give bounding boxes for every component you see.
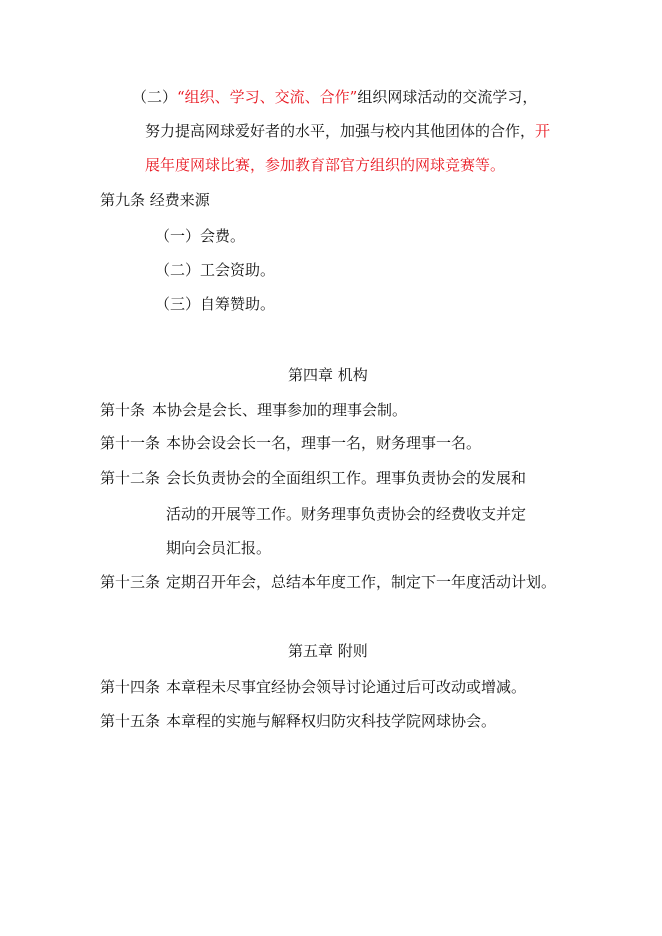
article-number: 第十条: [100, 401, 146, 419]
para-two-line-3: 展年度网球比赛，参加教育部官方组织的网球竞赛等。: [145, 156, 506, 174]
article-text: 本协会设会长一名，理事一名，财务理事一名。: [166, 434, 482, 452]
article-text: 本章程的实施与解释权归防灾科技学院网球协会。: [166, 712, 497, 730]
article-number: 第十二条: [100, 469, 161, 487]
article-number: 第十一条: [100, 434, 161, 452]
article-number: 第十四条: [100, 678, 161, 696]
para-two-line-1: [132, 87, 537, 107]
article-text: 定期召开年会，总结本年度工作，制定下一年度活动计划。: [166, 573, 557, 591]
para-two-line-2: [145, 121, 550, 141]
text: 组织网球活动的交流学习，: [357, 88, 538, 106]
article-text: 本章程未尽事宜经协会领导讨论通过后可改动或增减。: [166, 678, 527, 696]
item-number: （二）: [132, 88, 178, 106]
article-12: [100, 468, 526, 488]
article-9-item: （一）会费。: [155, 227, 246, 245]
article-14: [100, 677, 526, 697]
chapter-4-heading: 第四章 机构: [288, 366, 368, 384]
article-number: 第十五条: [100, 712, 161, 730]
article-12-cont: 期向会员汇报。: [166, 539, 272, 557]
article-number: 第十三条: [100, 573, 161, 591]
article-11: [100, 433, 481, 453]
article-15: [100, 711, 496, 731]
highlighted-text: 开: [535, 122, 551, 140]
article-text: 本协会是会长、理事参加的理事会制。: [152, 401, 408, 419]
article-9-title: 第九条 经费来源: [100, 191, 210, 209]
text: 努力提高网球爱好者的水平，加强与校内其他团体的合作，: [145, 122, 536, 140]
article-12-cont: 活动的开展等工作。财务理事负责协会的经费收支并定: [166, 505, 527, 523]
article-text: 会长负责协会的全面组织工作。理事负责协会的发展和: [166, 469, 527, 487]
article-10: [100, 400, 407, 420]
article-9-item: （三）自筹赞助。: [155, 295, 276, 313]
article-13: [100, 572, 556, 592]
article-9-item: （二）工会资助。: [155, 261, 276, 279]
chapter-5-heading: 第五章 附则: [288, 642, 368, 660]
highlighted-quote: “组织、学习、交流、合作”: [177, 88, 358, 106]
